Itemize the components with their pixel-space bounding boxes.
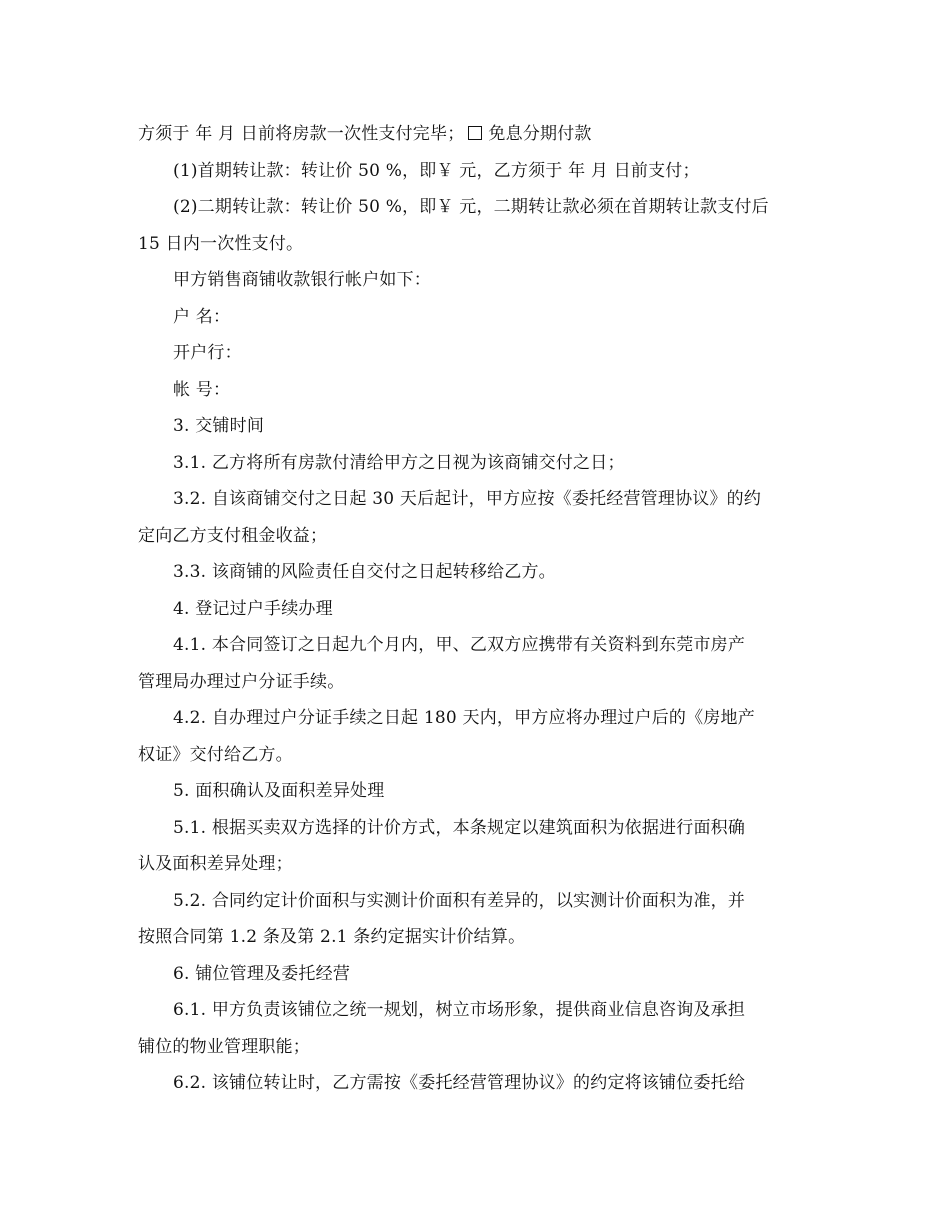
text-line-26: 铺位的物业管理职能；	[138, 1036, 310, 1057]
text-line-21: 认及面积差异处理；	[138, 854, 293, 874]
text-line-15: 4.1. 本合同签订之日起九个月内，甲、乙双方应携带有关资料到东莞市房产	[173, 635, 746, 655]
text-line-3: (2)二期转让款：转让价 50 %，即￥ 元，二期转让款必须在首期转让款支付后	[173, 197, 769, 217]
checkbox-icon[interactable]	[468, 126, 482, 140]
text-line-16: 管理局办理过户分证手续。	[138, 671, 345, 692]
text-line-1	[138, 116, 818, 153]
text-line-5: 甲方销售商铺收款银行帐户如下：	[173, 270, 431, 290]
section-heading-3: 3. 交铺时间	[173, 416, 265, 436]
section-heading-5: 5. 面积确认及面积差异处理	[173, 781, 385, 801]
checkbox-label: 免息分期付款	[488, 124, 592, 144]
text-line-8: 帐 号：	[173, 379, 231, 400]
text-line-20: 5.1. 根据买卖双方选择的计价方式，本条规定以建筑面积为依据进行面积确	[173, 817, 746, 838]
text-line-11: 3.2. 自该商铺交付之日起 30 天后起计，甲方应按《委托经营管理协议》的约	[173, 489, 762, 509]
text-line-27: 6.2. 该铺位转让时，乙方需按《委托经营管理协议》的约定将该铺位委托给	[173, 1073, 746, 1093]
text-line-12: 定向乙方支付租金收益；	[138, 525, 328, 546]
text-line-17: 4.2. 自办理过户分证手续之日起 180 天内，甲方应将办理过户后的《房地产	[173, 708, 755, 728]
section-heading-4: 4. 登记过户手续办理	[173, 598, 333, 619]
line-text: 方须于 年 月 日前将房款一次性支付完毕；	[138, 124, 465, 144]
text-line-6: 户 名：	[173, 306, 231, 327]
text-line-22: 5.2. 合同约定计价面积与实测计价面积有差异的，以实测计价面积为准，并	[173, 890, 746, 911]
document-page	[138, 116, 818, 1102]
text-line-13: 3.3. 该商铺的风险责任自交付之日起转移给乙方。	[173, 562, 556, 582]
text-line-25: 6.1. 甲方负责该铺位之统一规划，树立市场形象，提供商业信息咨询及承担	[173, 1000, 746, 1020]
text-line-7: 开户行：	[173, 343, 242, 363]
text-line-23: 按照合同第 1.2 条及第 2.1 条约定据实计价结算。	[138, 927, 526, 947]
text-line-18: 权证》交付给乙方。	[138, 744, 293, 765]
section-heading-6: 6. 铺位管理及委托经营	[173, 963, 351, 984]
text-line-4: 15 日内一次性支付。	[138, 233, 304, 254]
text-line-10: 3.1. 乙方将所有房款付清给甲方之日视为该商铺交付之日；	[173, 452, 625, 473]
text-line-2: (1)首期转让款：转让价 50 %，即￥ 元，乙方须于 年 月 日前支付；	[173, 160, 700, 181]
